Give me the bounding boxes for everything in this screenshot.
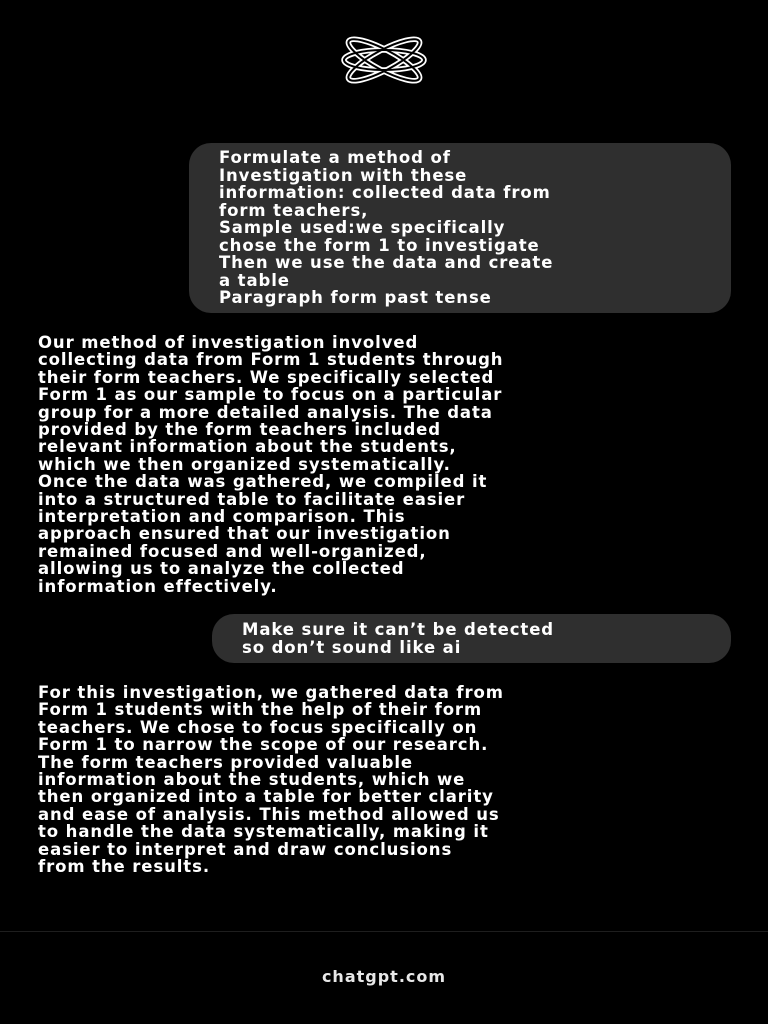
footer-divider: [0, 931, 768, 932]
user-message-bubble: Formulate a method of Investigation with these information: collected data from form teachers, Sample used:we specifically chose the form 1 to investigate Then we use the data and create a table Paragraph form past tense: [189, 143, 731, 313]
user-message-bubble: Make sure it can’t be detected so don’t sound like ai: [212, 614, 731, 663]
openai-logo-icon: [330, 36, 438, 84]
url-domain-label[interactable]: chatgpt.com: [321, 967, 447, 986]
assistant-message: Our method of investigation involved collecting data from Form 1 students through their form teachers. We specifically selected Form 1 as our sample to focus on a particular group for a more detailed analysis. The data provided by the form teachers included relevant information about the students, which we then organized systematically. Once the data was gathered, we compiled it into a structured table to facilitate easier interpretation and comparison. This approach ensured that our investigation remained focused and well-organized, allowing us to analyze the collected information effectively.: [38, 333, 504, 596]
assistant-message: For this investigation, we gathered data from Form 1 students with the help of their form teachers. We chose to focus specifically on Form 1 to narrow the scope of our research. The form teachers provided valuable information about the students, which we then organized into a table for better clarity and ease of analysis. This method allowed us to handle the data systematically, making it easier to interpret and draw conclusions from the results.: [38, 683, 504, 877]
